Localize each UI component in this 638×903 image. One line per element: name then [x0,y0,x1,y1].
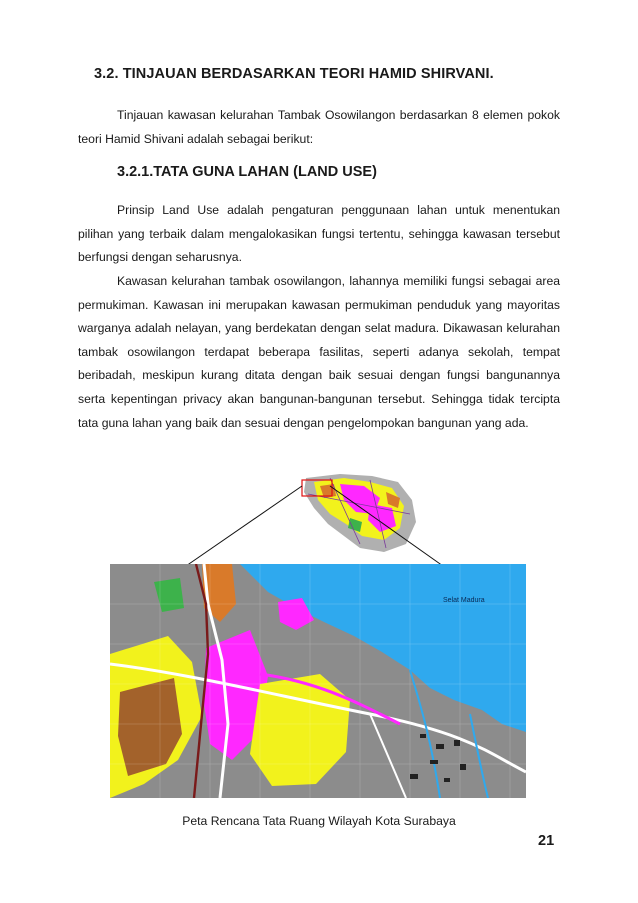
figure-caption: Peta Rencana Tata Ruang Wilayah Kota Surabaya [182,814,456,828]
overview-map [300,474,418,554]
subsection-heading: 3.2.1.TATA GUNA LAHAN (LAND USE) [117,164,377,180]
land-use-map [110,564,526,798]
intro-paragraph: Tinjauan kawasan kelurahan Tambak Osowilangon berdasarkan 8 elemen pokok teori Hamid Shivani adalah sebagai berikut: [78,108,560,146]
section-heading: 3.2. TINJAUAN BERDASARKAN TEORI HAMID SHIRVANI. [94,66,494,82]
map-label-sea: Selat Madura [443,597,485,604]
page-number: 21 [538,833,555,849]
land-use-definition-paragraph: Prinsip Land Use adalah pengaturan penggunaan lahan untuk menentukan pilihan yang terbaik dalam mengalokasikan fungsi tertentu, sehingga kawasan tersebut berfungsi dengan seharusnya. [78,203,560,265]
land-use-description-paragraph: Kawasan kelurahan tambak osowilangon, lahannya memiliki fungsi sebagai area permukiman. Kawasan ini merupakan kawasan permukiman penduduk yang mayoritas warganya adalah nelayan, yang berdekatan dengan selat madura. Dikawasan kelurahan tambak osowilangon terdapat beberapa fasilitas, seperti adanya sekolah, tempat beribadah, meskipun kurang ditata dengan baik sesuai dengan fungsi bangunannya serta kepentingan privacy akan bangunan-bangunan tersebut. Sehingga tidak tercipta tata guna lahan yang baik dan sesuai dengan pengelompokan bangunan yang ada. [78,274,560,430]
